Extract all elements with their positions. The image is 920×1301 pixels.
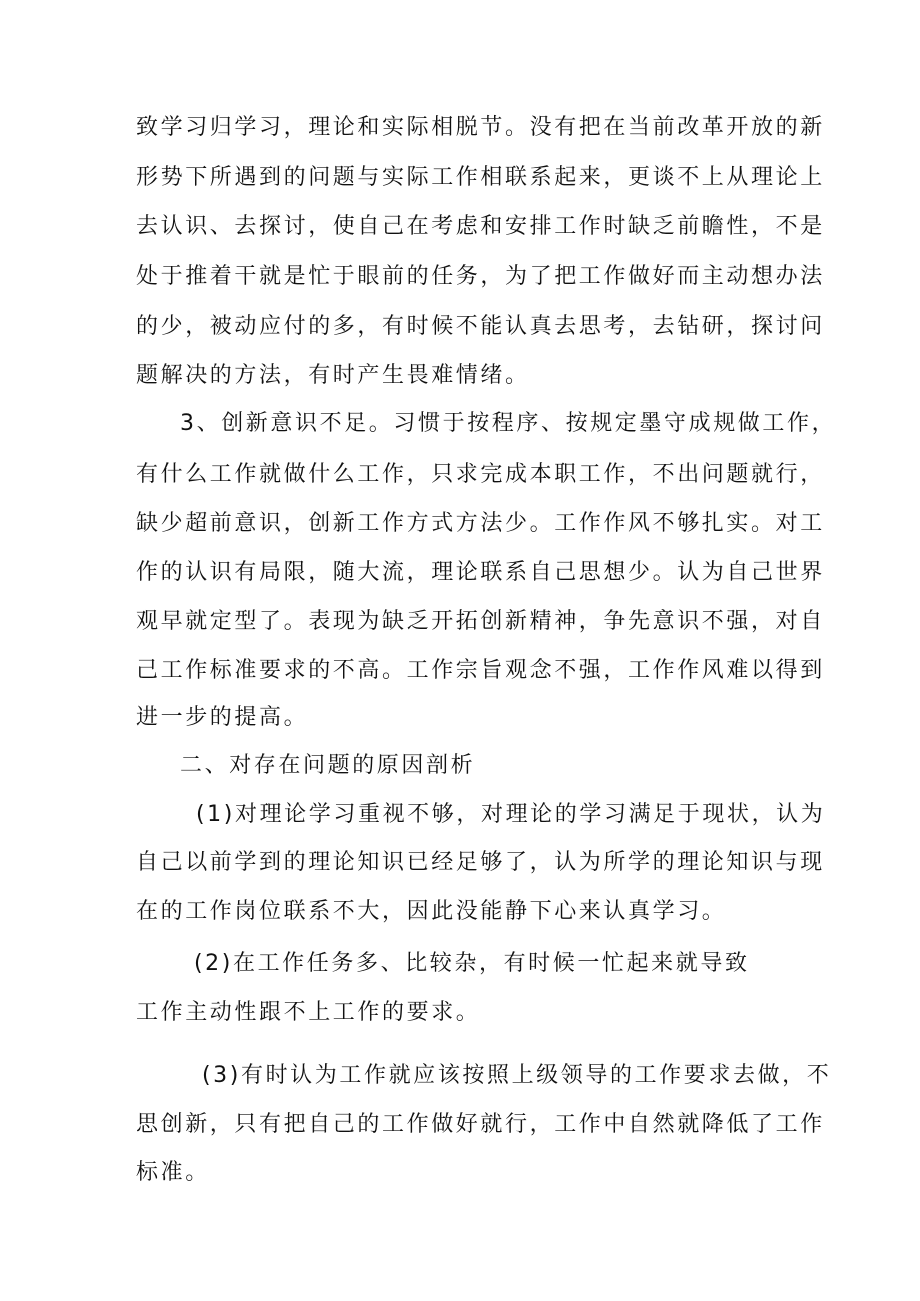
paragraph-line: (3)有时认为工作就应该按照上级领导的工作要求去做，不	[202, 1063, 832, 1088]
paragraph-line: 思创新，只有把自己的工作做好就行，工作中自然就降低了工作	[136, 1112, 825, 1137]
paragraph-line: 题解决的方法，有时产生畏难情绪。	[136, 363, 530, 388]
paragraph-line: 己工作标准要求的不高。工作宗旨观念不强，工作作风难以得到	[136, 658, 825, 683]
paragraph-line: 标准。	[136, 1160, 210, 1185]
paragraph-line: 工作主动性跟不上工作的要求。	[136, 1000, 481, 1025]
paragraph-line: 致学习归学习，理论和实际相脱节。没有把在当前改革开放的新	[136, 115, 825, 140]
paragraph-line: 3、创新意识不足。习惯于按程序、按规定墨守成规做工作，	[180, 411, 837, 436]
paragraph-line: 自己以前学到的理论知识已经足够了，认为所学的理论知识与现	[136, 850, 825, 875]
paragraph-line: (2)在工作任务多、比较杂，有时候一忙起来就导致	[194, 951, 750, 976]
section-heading: 二、对存在问题的原因剖析	[180, 753, 476, 778]
paragraph-line: 在的工作岗位联系不大，因此没能静下心来认真学习。	[136, 899, 727, 924]
paragraph-line: 形势下所遇到的问题与实际工作相联系起来，更谈不上从理论上	[136, 165, 825, 190]
paragraph-line: 处于推着干就是忙于眼前的任务，为了把工作做好而主动想办法	[136, 264, 825, 289]
paragraph-line: 进一步的提高。	[136, 705, 309, 730]
paragraph-line: (1)对理论学习重视不够，对理论的学习满足于现状，认为	[196, 802, 826, 827]
paragraph-line: 缺少超前意识，创新工作方式方法少。工作作风不够扎实。对工	[136, 511, 825, 536]
paragraph-line: 的少，被动应付的多，有时候不能认真去思考，去钻研，探讨问	[136, 314, 825, 339]
paragraph-line: 观早就定型了。表现为缺乏开拓创新精神，争先意识不强，对自	[136, 609, 825, 634]
paragraph-line: 有什么工作就做什么工作，只求完成本职工作，不出问题就行，	[136, 462, 825, 487]
paragraph-line: 作的认识有局限，随大流，理论联系自己思想少。认为自己世界	[136, 560, 825, 585]
paragraph-line: 去认识、去探讨，使自己在考虑和安排工作时缺乏前瞻性，不是	[136, 214, 825, 239]
